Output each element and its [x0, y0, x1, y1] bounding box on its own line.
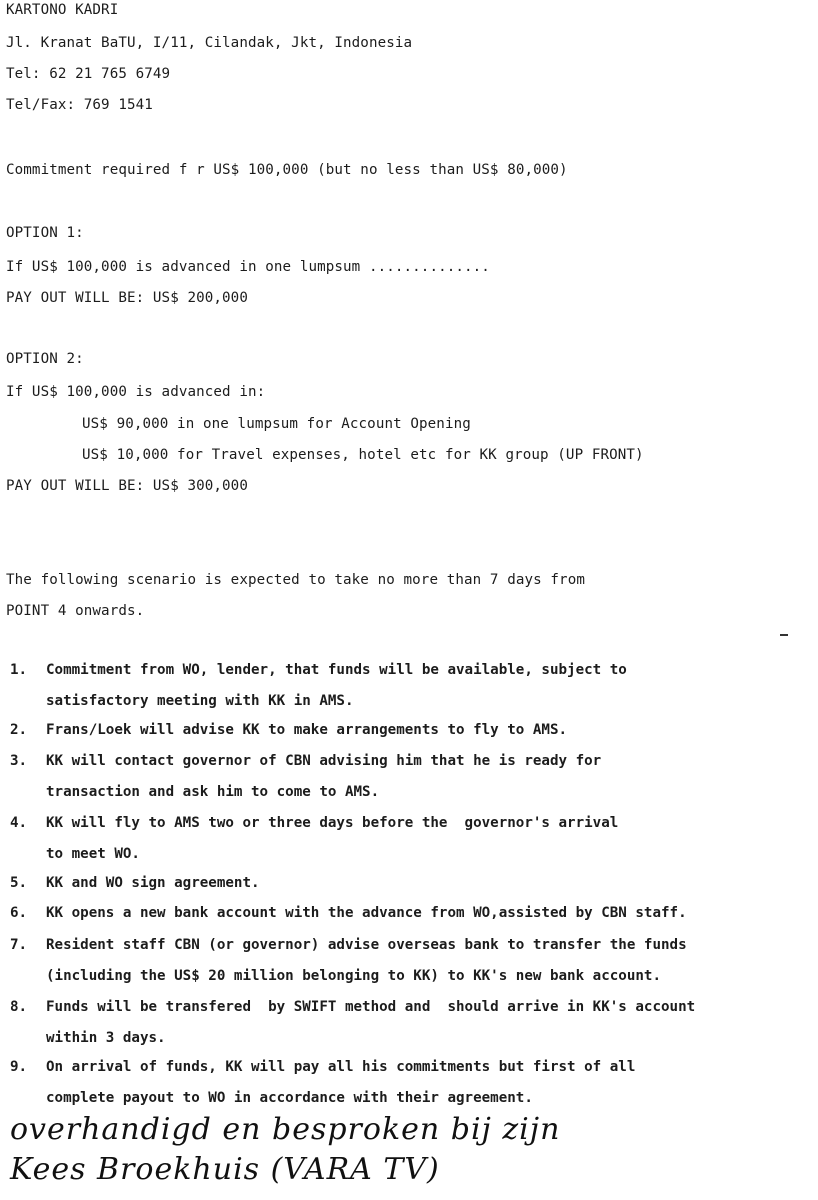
commitment-line: Commitment required f r US$ 100,000 (but no less than US$ 80,000): [6, 162, 568, 178]
list-item-number: 2.: [10, 722, 28, 738]
list-item-number: 5.: [10, 875, 28, 891]
list-item-text: KK will fly to AMS two or three days before the governor's arrival: [46, 815, 619, 831]
list-item-text: KK opens a new bank account with the advance from WO,assisted by CBN staff.: [46, 905, 687, 921]
sender-tel: Tel: 62 21 765 6749: [6, 66, 171, 82]
option1-line: If US$ 100,000 is advanced in one lumpsum ..............: [6, 259, 490, 275]
list-item-text: Commitment from WO, lender, that funds will be available, subject to: [46, 662, 627, 678]
option2-payout: PAY OUT WILL BE: US$ 300,000: [6, 478, 248, 494]
scenario-line1: The following scenario is expected to take no more than 7 days from: [6, 572, 585, 588]
list-item-text-continued: complete payout to WO in accordance with their agreement.: [46, 1090, 533, 1106]
list-item-number: 7.: [10, 937, 28, 953]
handwritten-note-line1: overhandigd en besproken bij zijn: [10, 1112, 561, 1147]
list-item-number: 4.: [10, 815, 28, 831]
list-item: [10, 1059, 636, 1106]
list-item-text-continued: satisfactory meeting with KK in AMS.: [46, 693, 354, 709]
option1-title: OPTION 1:: [6, 225, 84, 241]
option2-sub2: US$ 10,000 for Travel expenses, hotel etc for KK group (UP FRONT): [82, 447, 644, 463]
list-item-text: KK and WO sign agreement.: [46, 875, 260, 891]
list-item-number: 9.: [10, 1059, 28, 1075]
sender-address: Jl. Kranat BaTU, I/11, Cilandak, Jkt, Indonesia: [6, 35, 413, 51]
sender-telfax: Tel/Fax: 769 1541: [6, 97, 153, 113]
list-item: [10, 937, 687, 984]
option2-title: OPTION 2:: [6, 351, 84, 367]
list-item-number: 3.: [10, 753, 28, 769]
option1-payout: PAY OUT WILL BE: US$ 200,000: [6, 290, 248, 306]
list-item: [10, 753, 602, 800]
list-item: [10, 999, 696, 1046]
stray-mark: [780, 634, 788, 636]
list-item: [10, 662, 627, 709]
list-item-text-continued: (including the US$ 20 million belonging to KK) to KK's new bank account.: [46, 968, 661, 984]
scenario-line2: POINT 4 onwards.: [6, 603, 145, 619]
list-item-number: 8.: [10, 999, 28, 1015]
list-item-text-continued: to meet WO.: [46, 846, 140, 862]
list-item-text: On arrival of funds, KK will pay all his commitments but first of all: [46, 1059, 636, 1075]
list-item-text: Funds will be transfered by SWIFT method and should arrive in KK's account: [46, 999, 696, 1015]
list-item-text: Frans/Loek will advise KK to make arrangements to fly to AMS.: [46, 722, 568, 738]
list-item: [10, 875, 260, 891]
list-item: [10, 815, 619, 862]
list-item-text: KK will contact governor of CBN advising him that he is ready for: [46, 753, 602, 769]
list-item-text-continued: transaction and ask him to come to AMS.: [46, 784, 380, 800]
list-item-text: Resident staff CBN (or governor) advise overseas bank to transfer the funds: [46, 937, 687, 953]
list-item: [10, 722, 567, 738]
list-item-number: 1.: [10, 662, 28, 678]
list-item-number: 6.: [10, 905, 28, 921]
sender-name: KARTONO KADRI: [6, 2, 119, 18]
list-item-text-continued: within 3 days.: [46, 1030, 166, 1046]
list-item: [10, 905, 687, 921]
option2-sub1: US$ 90,000 in one lumpsum for Account Opening: [82, 416, 471, 432]
option2-line: If US$ 100,000 is advanced in:: [6, 384, 266, 400]
handwritten-note-line2: Kees Broekhuis (VARA TV): [10, 1152, 440, 1187]
